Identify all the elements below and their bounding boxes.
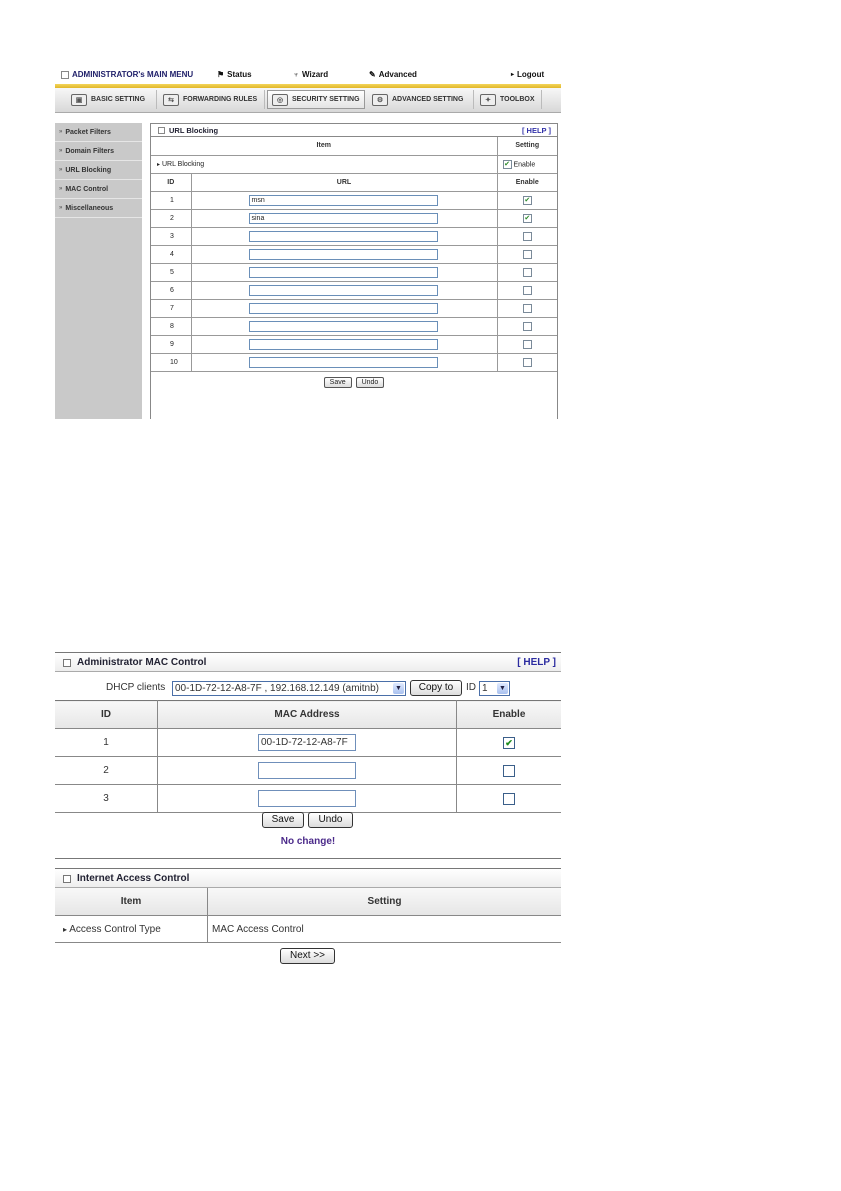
bullet-icon: »: [59, 205, 63, 211]
url-row-id: 7: [151, 299, 191, 317]
col-enable-header: Enable: [497, 173, 557, 191]
forwarding-icon: ⇆: [163, 94, 179, 106]
url-enable-cell: [497, 335, 557, 353]
dhcp-clients-row: [55, 680, 561, 698]
url-row-id: 10: [151, 353, 191, 371]
url-enable-cell: [497, 299, 557, 317]
mac-address-input[interactable]: 00-1D-72-12-A8-7F: [258, 734, 356, 751]
enable-setting: ✔ Enable: [497, 155, 557, 173]
url-row: [151, 299, 557, 317]
url-row: [151, 209, 557, 227]
mac-enable-cell: [457, 785, 562, 813]
col-url-header: URL: [191, 173, 497, 191]
url-enable-checkbox[interactable]: [523, 250, 532, 259]
url-input[interactable]: [249, 267, 438, 278]
url-input[interactable]: [249, 321, 438, 332]
tab-forwarding-rules[interactable]: ⇆ FORWARDING RULES: [159, 90, 265, 109]
bullet-icon: »: [59, 148, 63, 154]
arrow-right-icon: ▸: [157, 161, 161, 168]
help-link[interactable]: [ HELP ]: [521, 126, 551, 135]
url-row: [151, 191, 557, 209]
sidebar: [55, 123, 142, 419]
mac-enable-checkbox[interactable]: ✔: [503, 737, 515, 749]
url-input[interactable]: [249, 357, 438, 368]
mac-enable-cell: [457, 757, 562, 785]
url-enable-cell: [497, 263, 557, 281]
url-enable-checkbox[interactable]: [523, 358, 532, 367]
mac-panel-header: [55, 652, 561, 672]
toolbox-icon: ✦: [480, 94, 496, 106]
col-setting-header: Setting: [497, 137, 557, 155]
save-button[interactable]: Save: [324, 377, 352, 388]
url-row-id: 4: [151, 245, 191, 263]
url-input[interactable]: [249, 339, 438, 350]
url-input[interactable]: [249, 285, 438, 296]
url-enable-cell: [497, 209, 557, 227]
url-enable-cell: [497, 317, 557, 335]
url-row: [151, 353, 557, 371]
url-enable-checkbox[interactable]: ✔: [524, 196, 531, 204]
mac-control-screenshot: [55, 652, 561, 970]
url-cell: [191, 335, 497, 353]
mac-row: [55, 785, 561, 813]
mac-panel-title: Administrator MAC Control: [77, 657, 207, 668]
sidebar-item-url-blocking[interactable]: » URL Blocking: [55, 161, 142, 180]
tab-security-setting[interactable]: ◎ SECURITY SETTING: [267, 90, 365, 109]
panel-square-icon: [63, 875, 71, 883]
tab-advanced-setting[interactable]: ⚙ ADVANCED SETTING: [368, 90, 474, 109]
url-input[interactable]: msn: [249, 195, 438, 206]
url-enable-cell: [497, 353, 557, 371]
divider: [55, 858, 561, 859]
url-cell: [191, 317, 497, 335]
status-icon: ⚑: [217, 70, 225, 79]
dhcp-clients-label: DHCP clients: [106, 682, 166, 693]
basic-setting-icon: ▣: [71, 94, 87, 106]
url-enable-cell: [497, 245, 557, 263]
col-id-header: ID: [151, 173, 191, 191]
url-enable-checkbox[interactable]: [523, 286, 532, 295]
url-enable-checkbox[interactable]: [523, 268, 532, 277]
mac-enable-checkbox[interactable]: [503, 765, 515, 777]
save-button[interactable]: Save: [262, 812, 304, 828]
url-row-id: 8: [151, 317, 191, 335]
mac-enable-cell: [457, 729, 562, 757]
tab-basic-setting[interactable]: ▣ BASIC SETTING: [67, 90, 157, 109]
mac-row: [55, 757, 561, 785]
url-blocking-row-label: ▸ URL Blocking: [151, 155, 497, 173]
col-setting-header: Setting: [208, 888, 562, 916]
access-table: [55, 888, 561, 943]
col-mac-header: MAC Address: [158, 701, 457, 729]
status-link[interactable]: ⚑ Status: [217, 70, 252, 79]
col-item-header: Item: [151, 137, 497, 155]
url-row: [151, 335, 557, 353]
url-cell: [191, 353, 497, 371]
sidebar-item-packet-filters[interactable]: » Packet Filters: [55, 123, 142, 142]
url-row-id: 6: [151, 281, 191, 299]
sidebar-item-mac-control[interactable]: » MAC Control: [55, 180, 142, 199]
url-row-id: 3: [151, 227, 191, 245]
url-cell: [191, 227, 497, 245]
panel-square-icon: [158, 127, 165, 134]
url-enable-checkbox[interactable]: [523, 304, 532, 313]
url-cell: [191, 209, 497, 227]
access-control-type-value: MAC Access Control: [208, 916, 562, 943]
top-menu-bar: [55, 66, 561, 84]
url-cell: [191, 263, 497, 281]
mac-table: [55, 700, 561, 813]
advanced-setting-icon: ⚙: [372, 94, 388, 106]
chevron-down-icon: ▼: [393, 683, 404, 694]
arrow-right-icon: ▸: [511, 72, 515, 78]
mac-cell: [158, 729, 457, 757]
url-cell: [191, 191, 497, 209]
access-panel-title: Internet Access Control: [77, 873, 190, 884]
col-enable-header: Enable: [457, 701, 562, 729]
url-row-id: 1: [151, 191, 191, 209]
bullet-icon: »: [59, 129, 63, 135]
mac-row: [55, 729, 561, 757]
chevron-down-icon: ▼: [497, 683, 508, 694]
url-row: [151, 245, 557, 263]
tab-bar: [55, 88, 561, 113]
id-label: ID: [466, 682, 476, 693]
url-input[interactable]: [249, 249, 438, 260]
bullet-icon: »: [59, 167, 63, 173]
security-icon: ◎: [272, 94, 288, 106]
url-enable-checkbox[interactable]: [523, 322, 532, 331]
url-input[interactable]: [249, 303, 438, 314]
mac-address-input[interactable]: [258, 762, 356, 779]
sidebar-item-domain-filters[interactable]: » Domain Filters: [55, 142, 142, 161]
url-enable-cell: [497, 281, 557, 299]
access-control-type-label: ▸ Access Control Type: [55, 916, 208, 943]
wizard-link[interactable]: ♆ Wizard: [293, 70, 329, 79]
url-cell: [191, 281, 497, 299]
panel-square-icon: [63, 659, 71, 667]
mac-address-input[interactable]: [258, 790, 356, 807]
dhcp-clients-select[interactable]: 00-1D-72-12-A8-7F , 192.168.12.149 (amitnb) ▼: [172, 681, 406, 696]
advanced-link[interactable]: ✎ Advanced: [369, 70, 417, 79]
mac-row-id: 3: [55, 785, 158, 813]
url-enable-checkbox[interactable]: [523, 340, 532, 349]
url-table: [151, 137, 557, 393]
url-cell: [191, 299, 497, 317]
mac-row-id: 2: [55, 757, 158, 785]
main-menu-label: ADMINISTRATOR's MAIN MENU: [61, 70, 193, 79]
menu-bullet-icon: [61, 71, 69, 79]
url-blocking-screenshot: [55, 66, 561, 419]
panel-title: URL Blocking: [169, 126, 219, 135]
url-row-id: 2: [151, 209, 191, 227]
next-button[interactable]: Next >>: [280, 948, 335, 964]
undo-button[interactable]: Undo: [308, 812, 353, 828]
status-message: No change!: [280, 836, 336, 847]
url-blocking-panel: [150, 123, 558, 419]
wizard-icon: ♆: [293, 70, 299, 79]
url-row: [151, 263, 557, 281]
mac-cell: [158, 757, 457, 785]
copy-to-button[interactable]: Copy to: [410, 680, 462, 696]
url-row: [151, 281, 557, 299]
col-item-header: Item: [55, 888, 208, 916]
mac-enable-checkbox[interactable]: [503, 793, 515, 805]
button-row: [151, 371, 557, 393]
logout-link[interactable]: ▸ Logout: [511, 70, 545, 79]
advanced-icon: ✎: [369, 70, 376, 79]
sidebar-item-miscellaneous[interactable]: » Miscellaneous: [55, 199, 142, 218]
url-enable-cell: [497, 191, 557, 209]
url-enable-cell: [497, 227, 557, 245]
id-select[interactable]: 1 ▼: [479, 681, 510, 696]
url-row-id: 9: [151, 335, 191, 353]
mac-row-id: 1: [55, 729, 158, 757]
access-panel-header: [55, 868, 561, 888]
col-id-header: ID: [55, 701, 158, 729]
url-row: [151, 227, 557, 245]
url-blocking-enable-checkbox[interactable]: ✔: [504, 160, 510, 168]
url-row: [151, 317, 557, 335]
url-row-id: 5: [151, 263, 191, 281]
bullet-icon: »: [59, 186, 63, 192]
mac-cell: [158, 785, 457, 813]
undo-button[interactable]: Undo: [356, 377, 385, 388]
url-enable-checkbox[interactable]: [523, 232, 532, 241]
url-input[interactable]: sina: [249, 213, 438, 224]
arrow-right-icon: ▸: [63, 924, 68, 934]
panel-header: [151, 123, 557, 137]
tab-toolbox[interactable]: ✦ TOOLBOX: [476, 90, 542, 109]
help-link[interactable]: [ HELP ]: [517, 657, 556, 668]
url-cell: [191, 245, 497, 263]
url-enable-checkbox[interactable]: ✔: [524, 214, 531, 222]
url-input[interactable]: [249, 231, 438, 242]
